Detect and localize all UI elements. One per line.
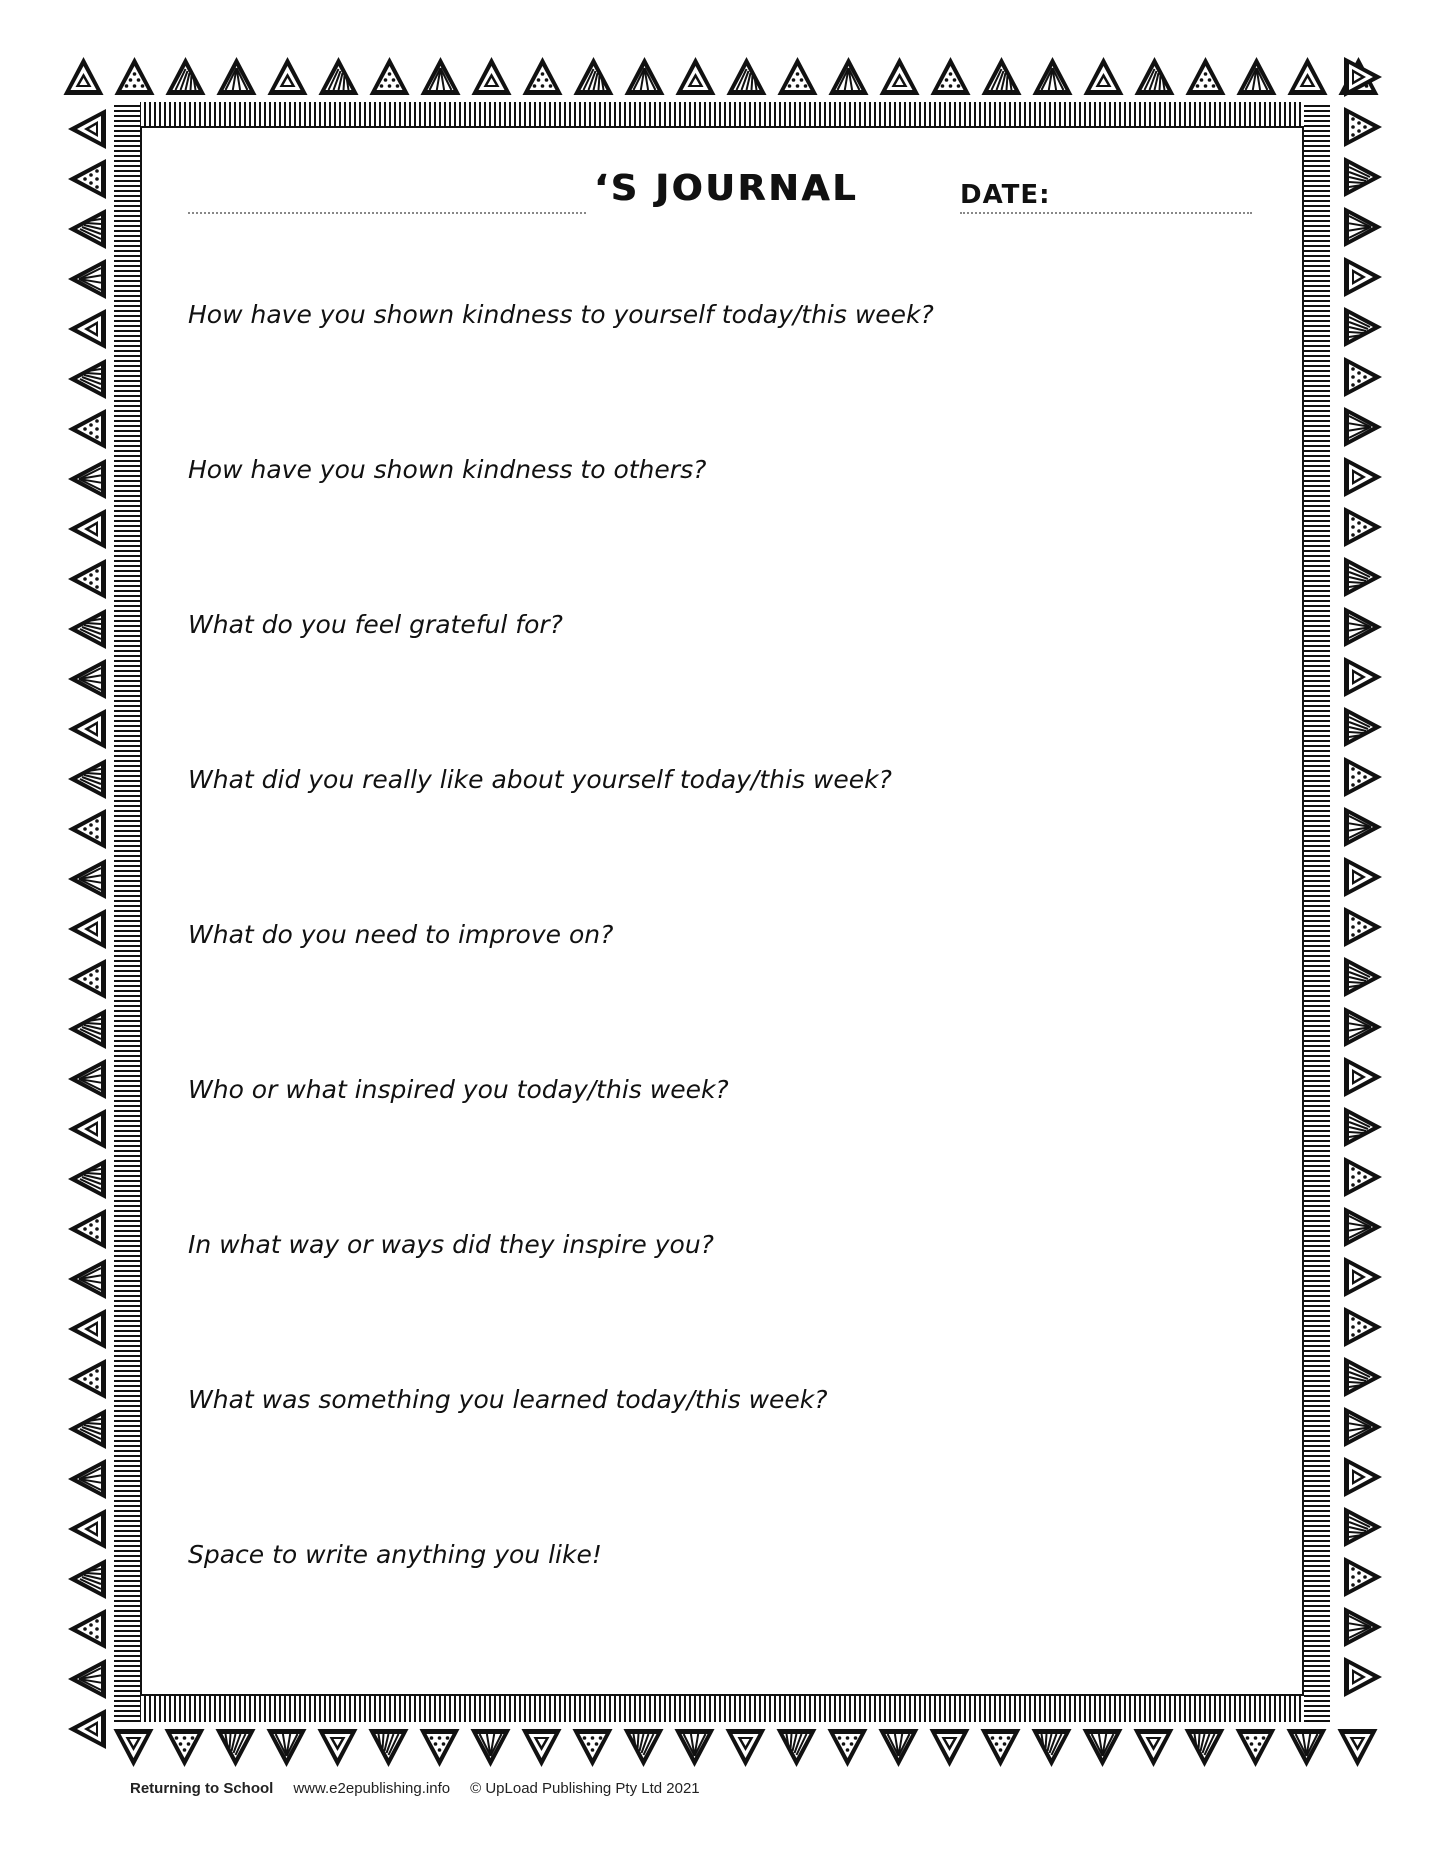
hatched-frame-right: [1304, 102, 1330, 1722]
triangle-ornament-icon: [1332, 602, 1392, 652]
triangle-ornament-icon: [58, 1654, 118, 1704]
triangle-ornament-icon: [1332, 1002, 1392, 1052]
prompt-grateful: What do you feel grateful for?: [188, 610, 563, 639]
left-triangle-border: [58, 104, 118, 1772]
triangle-ornament-icon: [58, 52, 109, 102]
date-field-line[interactable]: [960, 212, 1252, 214]
triangle-ornament-icon: [1077, 1722, 1128, 1772]
triangle-ornament-icon: [1332, 902, 1392, 952]
triangle-ornament-icon: [1332, 402, 1392, 452]
triangle-ornament-icon: [58, 1154, 118, 1204]
prompt-free-space: Space to write anything you like!: [188, 1540, 602, 1569]
footer-series: Returning to School: [130, 1780, 274, 1797]
triangle-ornament-icon: [1332, 152, 1392, 202]
triangle-ornament-icon: [261, 1722, 312, 1772]
triangle-ornament-icon: [1332, 302, 1392, 352]
triangle-ornament-icon: [58, 954, 118, 1004]
triangle-ornament-icon: [567, 1722, 618, 1772]
triangle-ornament-icon: [1332, 802, 1392, 852]
triangle-ornament-icon: [58, 104, 118, 154]
triangle-ornament-icon: [721, 52, 772, 102]
triangle-ornament-icon: [58, 304, 118, 354]
triangle-ornament-icon: [109, 52, 160, 102]
triangle-ornament-icon: [1332, 352, 1392, 402]
triangle-ornament-icon: [160, 52, 211, 102]
triangle-ornament-icon: [58, 1454, 118, 1504]
triangle-ornament-icon: [1332, 1102, 1392, 1152]
triangle-ornament-icon: [364, 52, 415, 102]
triangle-ornament-icon: [1332, 52, 1392, 102]
triangle-ornament-icon: [1231, 52, 1282, 102]
triangle-ornament-icon: [1332, 1352, 1392, 1402]
hatched-frame-left: [114, 102, 140, 1722]
triangle-ornament-icon: [58, 654, 118, 704]
triangle-ornament-icon: [1332, 652, 1392, 702]
triangle-ornament-icon: [58, 154, 118, 204]
triangle-ornament-icon: [517, 52, 568, 102]
triangle-ornament-icon: [58, 354, 118, 404]
triangle-ornament-icon: [465, 1722, 516, 1772]
date-label: DATE:: [960, 180, 1051, 210]
triangle-ornament-icon: [1332, 1302, 1392, 1352]
triangle-ornament-icon: [1026, 1722, 1077, 1772]
triangle-ornament-icon: [1078, 52, 1129, 102]
triangle-ornament-icon: [58, 604, 118, 654]
triangle-ornament-icon: [1332, 202, 1392, 252]
triangle-ornament-icon: [1332, 1602, 1392, 1652]
triangle-ornament-icon: [822, 1722, 873, 1772]
prompt-kindness-others: How have you shown kindness to others?: [188, 455, 707, 484]
right-triangle-border: [1332, 52, 1392, 1720]
triangle-ornament-icon: [619, 52, 670, 102]
triangle-ornament-icon: [1332, 552, 1392, 602]
footer-website: www.e2epublishing.info: [293, 1780, 451, 1797]
triangle-ornament-icon: [1332, 1652, 1392, 1702]
triangle-ornament-icon: [516, 1722, 567, 1772]
triangle-ornament-icon: [1332, 252, 1392, 302]
triangle-ornament-icon: [976, 52, 1027, 102]
name-field-line[interactable]: [188, 212, 586, 214]
triangle-ornament-icon: [1332, 752, 1392, 802]
triangle-ornament-icon: [823, 52, 874, 102]
triangle-ornament-icon: [874, 52, 925, 102]
triangle-ornament-icon: [1180, 52, 1231, 102]
triangle-ornament-icon: [720, 1722, 771, 1772]
triangle-ornament-icon: [568, 52, 619, 102]
triangle-ornament-icon: [58, 1554, 118, 1604]
triangle-ornament-icon: [58, 1104, 118, 1154]
top-triangle-border: [58, 52, 1388, 102]
triangle-ornament-icon: [873, 1722, 924, 1772]
triangle-ornament-icon: [313, 52, 364, 102]
writing-area: [140, 126, 1304, 1696]
triangle-ornament-icon: [1332, 1052, 1392, 1102]
triangle-ornament-icon: [975, 1722, 1026, 1772]
triangle-ornament-icon: [363, 1722, 414, 1772]
triangle-ornament-icon: [1332, 952, 1392, 1002]
prompt-improve: What do you need to improve on?: [188, 920, 614, 949]
triangle-ornament-icon: [1332, 502, 1392, 552]
prompt-inspire-ways: In what way or ways did they inspire you?: [188, 1230, 714, 1259]
triangle-ornament-icon: [771, 1722, 822, 1772]
triangle-ornament-icon: [58, 454, 118, 504]
triangle-ornament-icon: [1332, 1202, 1392, 1252]
triangle-ornament-icon: [670, 52, 721, 102]
bottom-triangle-border: [108, 1722, 1388, 1772]
triangle-ornament-icon: [58, 204, 118, 254]
triangle-ornament-icon: [1332, 1722, 1383, 1772]
triangle-ornament-icon: [58, 754, 118, 804]
triangle-ornament-icon: [159, 1722, 210, 1772]
triangle-ornament-icon: [1332, 102, 1392, 152]
triangle-ornament-icon: [1332, 1402, 1392, 1452]
prompt-learned: What was something you learned today/this week?: [188, 1385, 828, 1414]
triangle-ornament-icon: [58, 854, 118, 904]
footer: [130, 1780, 700, 1797]
triangle-ornament-icon: [1027, 52, 1078, 102]
triangle-ornament-icon: [1332, 1552, 1392, 1602]
triangle-ornament-icon: [1129, 52, 1180, 102]
triangle-ornament-icon: [58, 1404, 118, 1454]
prompt-like-yourself: What did you really like about yourself today/this week?: [188, 765, 892, 794]
triangle-ornament-icon: [58, 1604, 118, 1654]
triangle-ornament-icon: [1179, 1722, 1230, 1772]
triangle-ornament-icon: [58, 404, 118, 454]
triangle-ornament-icon: [58, 1054, 118, 1104]
triangle-ornament-icon: [58, 704, 118, 754]
triangle-ornament-icon: [618, 1722, 669, 1772]
triangle-ornament-icon: [1332, 702, 1392, 752]
triangle-ornament-icon: [1128, 1722, 1179, 1772]
triangle-ornament-icon: [312, 1722, 363, 1772]
triangle-ornament-icon: [58, 1254, 118, 1304]
triangle-ornament-icon: [58, 1354, 118, 1404]
triangle-ornament-icon: [1230, 1722, 1281, 1772]
prompt-kindness-self: How have you shown kindness to yourself today/this week?: [188, 300, 934, 329]
triangle-ornament-icon: [1281, 1722, 1332, 1772]
triangle-ornament-icon: [1332, 1502, 1392, 1552]
triangle-ornament-icon: [1332, 852, 1392, 902]
triangle-ornament-icon: [669, 1722, 720, 1772]
triangle-ornament-icon: [1332, 1252, 1392, 1302]
triangle-ornament-icon: [1332, 1452, 1392, 1502]
triangle-ornament-icon: [414, 1722, 465, 1772]
triangle-ornament-icon: [58, 804, 118, 854]
triangle-ornament-icon: [924, 1722, 975, 1772]
triangle-ornament-icon: [466, 52, 517, 102]
page-title: ‘S JOURNAL: [594, 168, 859, 209]
triangle-ornament-icon: [58, 554, 118, 604]
triangle-ornament-icon: [262, 52, 313, 102]
triangle-ornament-icon: [58, 1504, 118, 1554]
triangle-ornament-icon: [1282, 52, 1333, 102]
triangle-ornament-icon: [925, 52, 976, 102]
triangle-ornament-icon: [772, 52, 823, 102]
triangle-ornament-icon: [415, 52, 466, 102]
triangle-ornament-icon: [211, 52, 262, 102]
triangle-ornament-icon: [210, 1722, 261, 1772]
triangle-ornament-icon: [58, 504, 118, 554]
prompt-inspired: Who or what inspired you today/this week?: [188, 1075, 729, 1104]
triangle-ornament-icon: [58, 1204, 118, 1254]
triangle-ornament-icon: [58, 254, 118, 304]
footer-copyright: © UpLoad Publishing Pty Ltd 2021: [470, 1780, 700, 1797]
triangle-ornament-icon: [1332, 1152, 1392, 1202]
triangle-ornament-icon: [58, 1304, 118, 1354]
triangle-ornament-icon: [58, 1004, 118, 1054]
triangle-ornament-icon: [1332, 452, 1392, 502]
triangle-ornament-icon: [58, 1704, 118, 1754]
triangle-ornament-icon: [58, 904, 118, 954]
